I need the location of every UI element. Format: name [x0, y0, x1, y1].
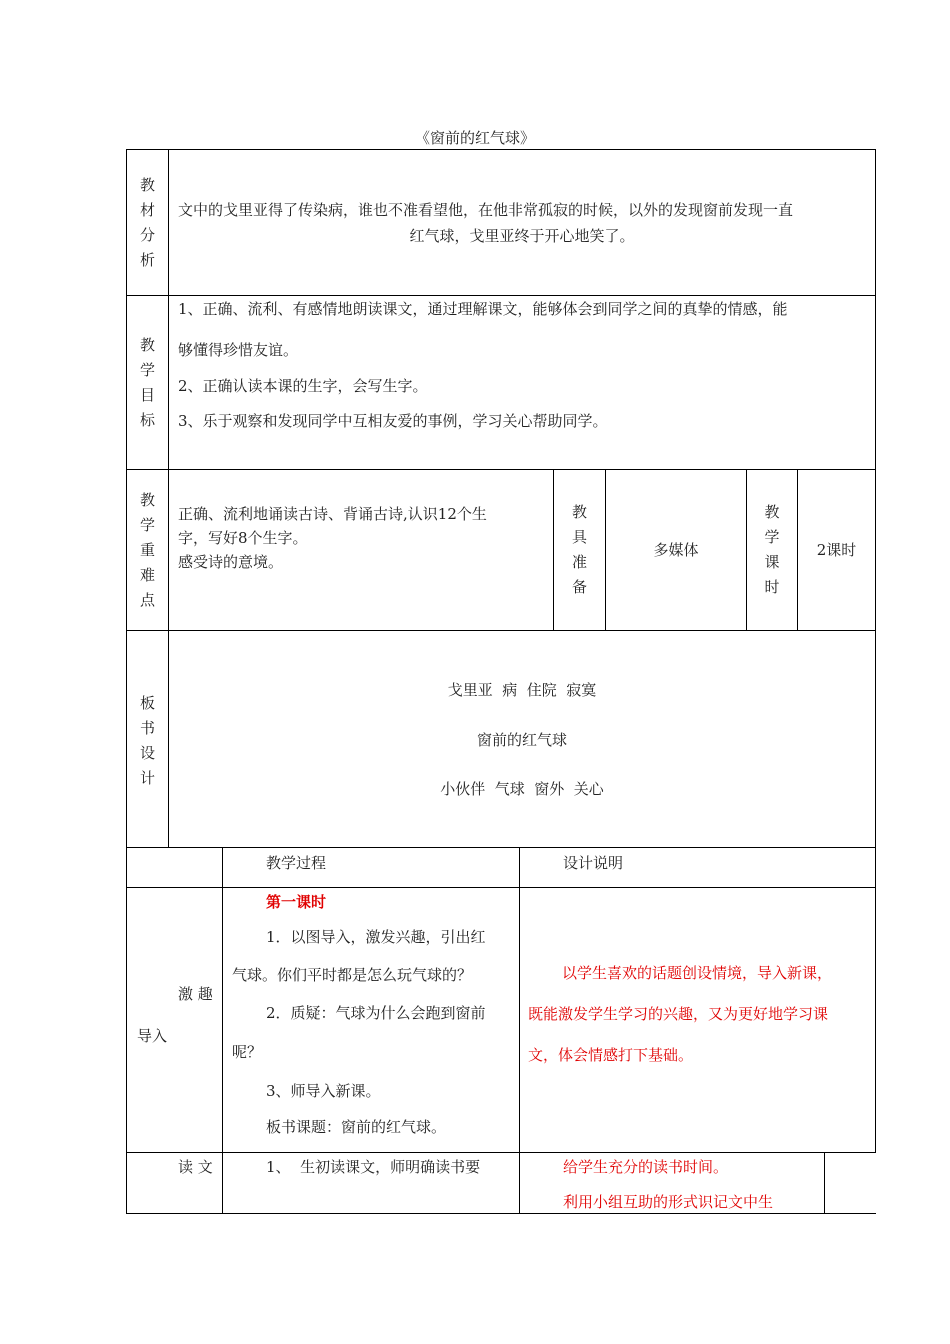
table-border	[126, 1152, 876, 1153]
process-step-3: 3、师导入新课。	[266, 1082, 381, 1100]
table-border	[824, 1152, 825, 1214]
stage-label: 激 趣	[178, 985, 213, 1003]
prep-value: 多媒体	[653, 541, 699, 559]
design-note: 以学生喜欢的话题创设情境，导入新课，	[562, 964, 833, 982]
analysis-label: 教 材 分 析	[139, 175, 155, 269]
key-points-label: 教 学 重 难 点	[139, 490, 155, 609]
goal-item-1: 1、正确、流利、有感情地朗读课文，通过理解课文，能够体会到同学之间的真挚的情感，能	[178, 300, 788, 318]
stage-label: 读 文	[178, 1158, 213, 1176]
table-border	[519, 847, 520, 1214]
table-border	[875, 847, 876, 1153]
page-title: 《窗前的红气球》	[414, 129, 535, 147]
process-step-4: 板书课题：窗前的红气球。	[266, 1118, 447, 1136]
table-border	[222, 847, 223, 1214]
key-points-text: 字，写好8个生字。	[178, 529, 308, 547]
process-step-1: 气球。你们平时都是怎么玩气球的？	[232, 966, 473, 984]
goal-item-3: 3、乐于观察和发现同学中互相友爱的事例，学习关心帮助同学。	[178, 412, 608, 430]
table-border	[126, 887, 876, 888]
goals-label: 教 学 目 标	[139, 335, 155, 429]
table-border	[126, 847, 876, 848]
lesson-title: 第一课时	[266, 893, 327, 911]
key-points-text: 感受诗的意境。	[178, 553, 284, 571]
table-border	[126, 630, 876, 631]
process-step-1: 1．以图导入，激发兴趣，引出红	[266, 928, 486, 946]
board-line-2: 窗前的红气球	[476, 731, 567, 749]
hours-label: 教 学 课 时	[764, 503, 780, 596]
key-points-text: 正确、流利地诵读古诗、背诵古诗,认识12个生	[178, 505, 487, 523]
table-border	[875, 149, 876, 847]
goal-item-1: 够懂得珍惜友谊。	[178, 341, 299, 359]
design-note: 利用小组互助的形式识记文中生	[563, 1193, 774, 1211]
board-line-1: 戈里亚 病 住院 寂寞	[447, 681, 597, 699]
stage-label: 导入	[137, 1027, 168, 1045]
goal-item-2: 2、正确认读本课的生字，会写生字。	[178, 377, 428, 395]
analysis-text: 红气球，戈里亚终于开心地笑了。	[409, 227, 635, 245]
board-line-3: 小伙伴 气球 窗外 关心	[440, 780, 604, 798]
table-border	[126, 295, 876, 296]
prep-label: 教 具 准 备	[571, 503, 587, 596]
process-step-1: 1、 生初读课文，师明确读书要	[266, 1158, 481, 1176]
process-step-2: 呢？	[232, 1043, 263, 1061]
table-border	[126, 1213, 876, 1214]
process-step-2: 2．质疑：气球为什么会跑到窗前	[266, 1004, 486, 1022]
design-note: 给学生充分的读书时间。	[563, 1158, 729, 1176]
design-note: 既能激发学生学习的兴趣，又为更好地学习课	[528, 1005, 829, 1023]
table-border	[126, 847, 127, 1214]
header-notes: 设计说明	[563, 854, 624, 872]
table-border	[126, 149, 876, 150]
analysis-text: 文中的戈里亚得了传染病，谁也不准看望他，在他非常孤寂的时候，以外的发现窗前发现一直	[178, 201, 794, 219]
hours-value: 2课时	[816, 541, 857, 559]
design-note: 文，体会情感打下基础。	[528, 1046, 694, 1064]
header-process: 教学过程	[266, 854, 327, 872]
board-label: 板 书 设 计	[139, 693, 155, 787]
